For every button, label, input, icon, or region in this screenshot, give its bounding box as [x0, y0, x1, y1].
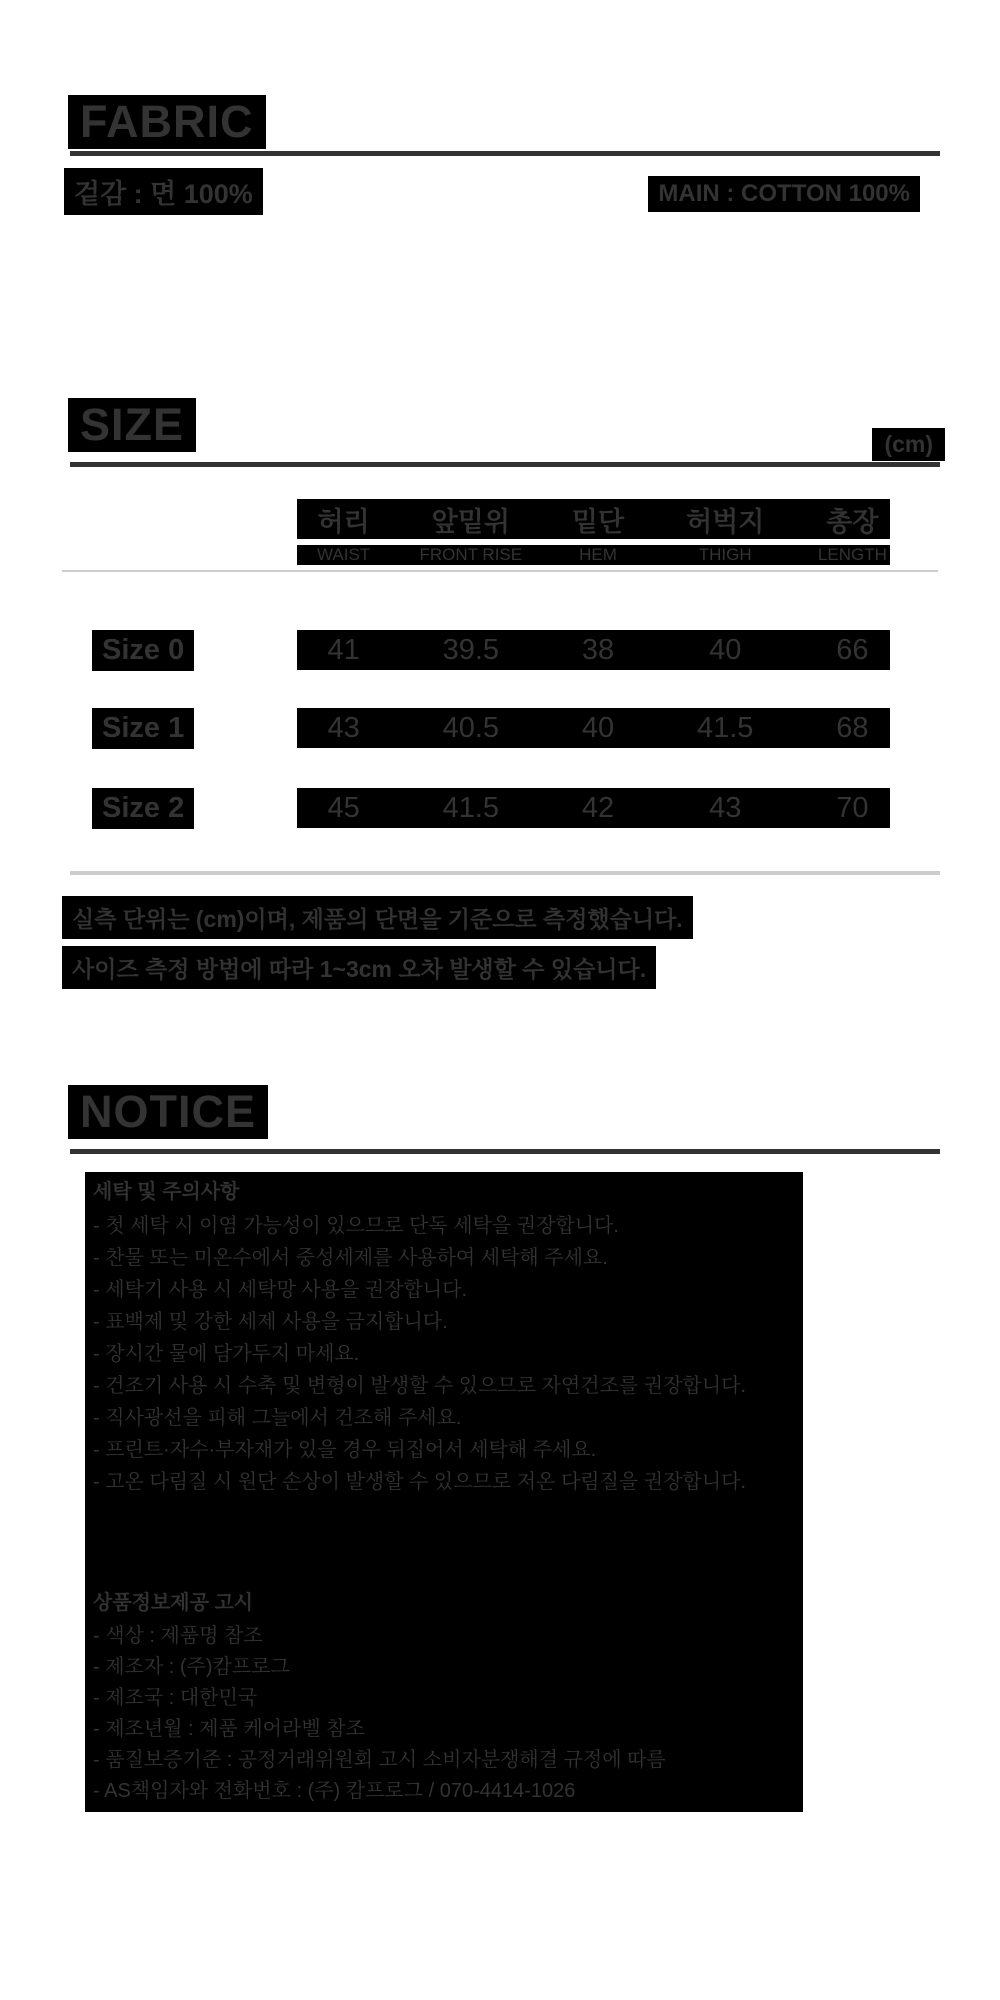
- product-info-heading: 상품정보제공 고시: [93, 1592, 254, 1614]
- fabric-section-title: FABRIC: [68, 95, 266, 149]
- care-instructions-box: [85, 1172, 803, 1812]
- size-unit-label: (cm): [872, 428, 945, 461]
- size-value-hem: 42: [581, 791, 615, 824]
- size-value-front-rise: 40.5: [442, 711, 500, 744]
- notice-section-title: NOTICE: [68, 1085, 268, 1139]
- size-value-waist: 43: [327, 711, 360, 744]
- size-table-row: [62, 784, 938, 832]
- care-item: - 고온 다림질 시 원단 손상이 발생할 수 있으므로 저온 다림질을 권장합니다.: [93, 1471, 746, 1493]
- product-info-item: - 색상 : 제품명 참조: [93, 1625, 263, 1647]
- size-value-front-rise: 39.5: [442, 633, 500, 666]
- size-table-header-row-en: [62, 543, 938, 567]
- notice-underline: [70, 1149, 940, 1154]
- size-value-hem: 38: [581, 633, 615, 666]
- product-info-item: - AS책임자와 전화번호 : (주) 캄프로그 / 070-4414-1026: [93, 1780, 576, 1802]
- size-value-length: 70: [836, 791, 869, 824]
- size-value-length: 68: [836, 711, 869, 744]
- care-item: - 직사광선을 피해 그늘에서 건조해 주세요.: [93, 1407, 462, 1429]
- product-info-item: - 제조년월 : 제품 케어라벨 참조: [93, 1718, 365, 1740]
- column-subheader-front-rise: FRONT RISE: [419, 545, 523, 564]
- size-value-length: 66: [836, 633, 869, 666]
- fabric-underline: [70, 151, 940, 156]
- measurement-note: 실측 단위는 (cm)이며, 제품의 단면을 기준으로 측정했습니다.: [62, 896, 693, 939]
- table-divider: [62, 570, 938, 572]
- column-header-length: 총장: [826, 506, 879, 537]
- size-value-thigh: 40: [709, 633, 742, 666]
- measurement-notes: [62, 896, 693, 996]
- size-row-label: Size 1: [92, 708, 194, 749]
- size-row-label: Size 0: [92, 630, 194, 671]
- column-subheader-thigh: THIGH: [698, 545, 752, 564]
- care-item: - 건조기 사용 시 수축 및 변형이 발생할 수 있으므로 자연건조를 권장합니다.: [93, 1375, 746, 1397]
- product-info-item: - 품질보증기준 : 공정거래위원회 고시 소비자분쟁해결 규정에 따름: [93, 1749, 666, 1771]
- care-item: - 표백제 및 강한 세제 사용을 금지합니다.: [93, 1311, 448, 1333]
- care-item: - 장시간 물에 담가두지 마세요.: [93, 1343, 360, 1365]
- size-value-thigh: 43: [709, 791, 742, 824]
- size-value-thigh: 41.5: [696, 711, 754, 744]
- care-item: - 세탁기 사용 시 세탁망 사용을 권장합니다.: [93, 1279, 467, 1301]
- column-header-hem: 밑단: [571, 506, 625, 537]
- size-table: [62, 497, 938, 857]
- size-table-row: [62, 626, 938, 674]
- column-header-thigh: 허벅지: [686, 506, 765, 537]
- measurement-note: 사이즈 측정 방법에 따라 1~3cm 오차 발생할 수 있습니다.: [62, 946, 656, 989]
- size-underline: [70, 462, 940, 467]
- fabric-composition-en: MAIN : COTTON 100%: [648, 176, 920, 212]
- care-item: - 프린트·자수·부자재가 있을 경우 뒤집어서 세탁해 주세요.: [93, 1439, 597, 1461]
- care-item: - 첫 세탁 시 이염 가능성이 있으므로 단독 세탁을 권장합니다.: [93, 1215, 619, 1237]
- product-info-item: - 제조자 : (주)캄프로그: [93, 1656, 290, 1678]
- size-value-waist: 41: [327, 633, 360, 666]
- notes-divider: [70, 871, 940, 875]
- column-subheader-waist: WAIST: [316, 545, 371, 564]
- column-header-waist: 허리: [317, 506, 370, 537]
- size-value-waist: 45: [327, 791, 360, 824]
- size-row-label: Size 2: [92, 788, 194, 829]
- size-value-front-rise: 41.5: [442, 791, 500, 824]
- fabric-composition-kr: 겉감 : 면 100%: [64, 168, 263, 215]
- column-subheader-length: LENGTH: [817, 545, 887, 564]
- care-item: - 찬물 또는 미온수에서 중성세제를 사용하여 세탁해 주세요.: [93, 1247, 608, 1269]
- care-heading: 세탁 및 주의사항: [93, 1181, 240, 1203]
- size-table-row: [62, 704, 938, 752]
- size-section-title: SIZE: [68, 398, 196, 452]
- product-info-item: - 제조국 : 대한민국: [93, 1687, 258, 1709]
- size-table-header-row-ko: [62, 497, 938, 541]
- column-subheader-hem: HEM: [579, 545, 617, 564]
- column-header-front-rise: 앞밑위: [431, 506, 510, 537]
- size-value-hem: 40: [581, 711, 615, 744]
